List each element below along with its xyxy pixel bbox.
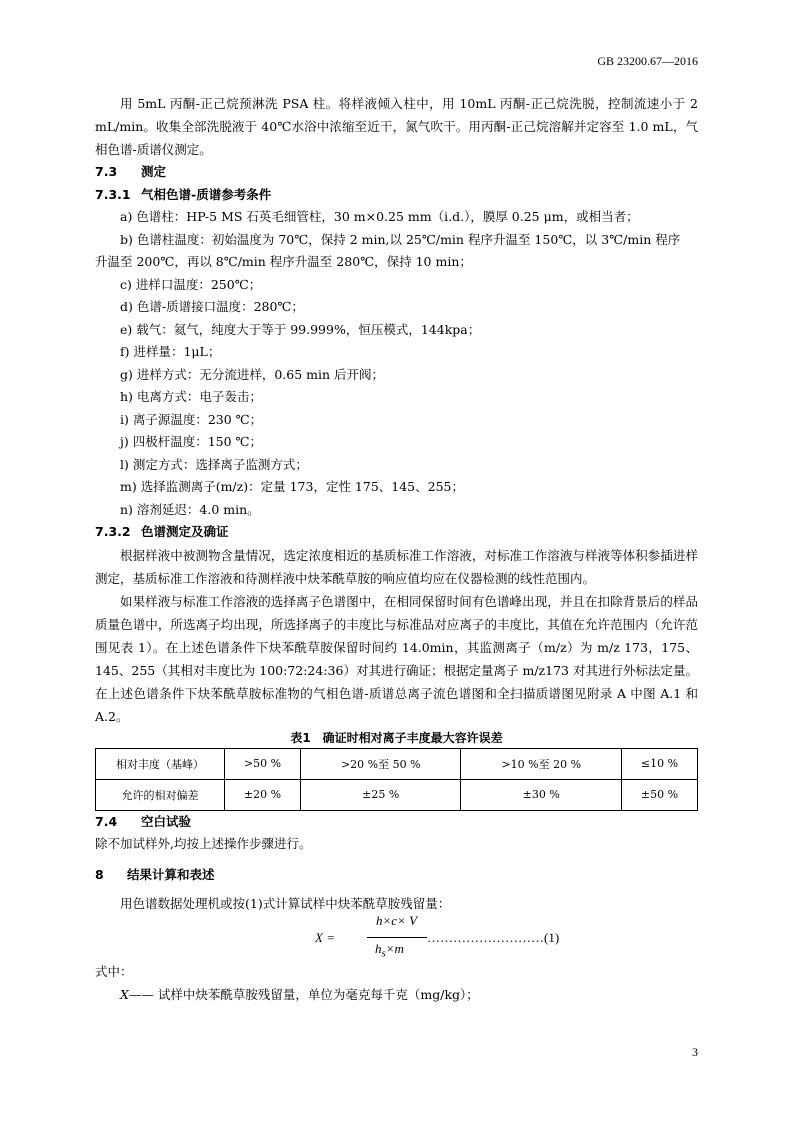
table-cell: 相对丰度（基峰） bbox=[96, 748, 225, 779]
condition-item: n) 溶剂延迟：4.0 min。 bbox=[120, 501, 260, 517]
heading-text: 色谱测定及确证 bbox=[141, 524, 229, 539]
abundance-tolerance-table bbox=[95, 748, 698, 811]
condition-item: a) 色谱柱：HP-5 MS 石英毛细管柱，30 m×0.25 mm（i.d.），膜厚 0.25 μm，或相当者； bbox=[120, 209, 639, 224]
fraction-bar bbox=[367, 937, 427, 938]
condition-item: h) 电离方式：电子轰击； bbox=[120, 389, 262, 404]
condition-item: g) 进样方式：无分流进样，0.65 min 后开阀； bbox=[120, 366, 385, 382]
document-body bbox=[95, 92, 698, 1006]
heading-text: 空白试验 bbox=[141, 813, 192, 829]
standard-number: GB 23200.67—2016 bbox=[597, 54, 698, 68]
table-cell: ≤10 % bbox=[621, 748, 697, 779]
condition-item: c) 进样口温度：250℃； bbox=[120, 276, 262, 292]
heading-number: 7.3.1 bbox=[95, 186, 131, 202]
table-cell: >10 %至 20 % bbox=[461, 748, 621, 779]
heading-7-3 bbox=[95, 161, 698, 184]
condition-item: f) 进样量：1μL； bbox=[120, 344, 221, 359]
paragraph-linear-range: 根据样液中被测物含量情况，选定浓度相近的基质标准工作溶液，对标准工作溶液与样液等体积参插进样测定，基质标准工作溶液和待测样液中炔苯酰草胺的响应值均应在仪器检测的线性范围内。 bbox=[95, 547, 698, 586]
variable-description: 试样中炔苯酰草胺残留量，单位为毫克每千克（mg/kg）； bbox=[153, 986, 479, 1002]
paragraph-confirmation: 如果样液与标准工作溶液的选择离子色谱图中，在相同保留时间有色谱峰出现，并且在扣除背景后的样品质量色谱中，所选离子均出现，所选择离子的丰度比与标准品对应离子的丰度比，其值在允许范围内（允许范围见表 1）。在上述色谱条件下炔苯酰草胺保留时间约 14.0min，其监测离子（m/z）为 m/z 173，175、145、255（其相对丰度比为 100:72:24:36）对其进行确证；根据定量离子 m/z173 对其进行外标法定量。在上述色谱条件下炔苯酰草胺标准物的气相色谱-质谱总离子流色谱图和全扫描质谱图见附录 A 中图 A.1 和 A.2。 bbox=[95, 593, 698, 724]
page-number: 3 bbox=[692, 1045, 698, 1059]
heading-text: 气相色谱-质谱参考条件 bbox=[141, 186, 272, 202]
table-cell: ±50 % bbox=[621, 779, 697, 810]
condition-item: j) 四极杆温度：150 ℃； bbox=[120, 434, 263, 449]
heading-number: 7.3.2 bbox=[95, 524, 131, 539]
condition-item: b) 色谱柱温度：初始温度为 70℃，保持 2 min,以 25℃/min 程序升温至 150℃，以 3℃/min 程序 bbox=[120, 231, 681, 247]
table-cell: >20 %至 50 % bbox=[301, 748, 461, 779]
heading-number: 7.3 bbox=[95, 164, 118, 179]
condition-item: d) 色谱-质谱接口温度：280℃； bbox=[120, 299, 304, 314]
condition-item: e) 载气：氦气，纯度大于等于 99.999%，恒压模式，144kpa； bbox=[120, 321, 481, 337]
heading-number: 8 bbox=[95, 866, 104, 882]
heading-8 bbox=[95, 864, 698, 887]
condition-item-continued: 升温至 200℃，再以 8℃/min 程序升温至 280℃，保持 10 min； bbox=[95, 254, 472, 269]
formula-1 bbox=[95, 913, 698, 960]
table-row bbox=[96, 779, 698, 810]
variable-symbol: X—— bbox=[120, 986, 154, 1002]
formula-number: ………………………(1) bbox=[427, 930, 560, 945]
table-cell: ±25 % bbox=[301, 779, 461, 810]
variable-definition bbox=[95, 984, 698, 1007]
condition-item: l) 测定方式：选择离子监测方式； bbox=[120, 456, 308, 472]
heading-text: 结果计算和表述 bbox=[127, 866, 215, 882]
formula-numerator: h×c× V bbox=[376, 913, 418, 928]
table-cell: 允许的相对偏差 bbox=[96, 779, 225, 810]
heading-number: 7.4 bbox=[95, 813, 118, 829]
table-cell: ±30 % bbox=[461, 779, 621, 810]
heading-7-4 bbox=[95, 811, 698, 834]
heading-7-3-1 bbox=[95, 184, 698, 207]
heading-7-3-2 bbox=[95, 521, 698, 544]
heading-text: 测定 bbox=[141, 164, 167, 179]
paragraph-calculation: 用色谱数据处理机或按(1)式计算试样中炔苯酰草胺残留量： bbox=[120, 896, 451, 911]
paragraph-where: 式中： bbox=[95, 964, 133, 979]
denominator-subscript: s bbox=[381, 947, 386, 960]
formula-denominator bbox=[375, 941, 404, 960]
table-row bbox=[96, 748, 698, 779]
table-cell: >50 % bbox=[225, 748, 301, 779]
table-caption: 表1 确证时相对离子丰度最大容许误差 bbox=[290, 730, 503, 745]
denominator-h: h bbox=[375, 941, 382, 956]
table-cell: ±20 % bbox=[225, 779, 301, 810]
condition-item: i) 离子源温度：230 ℃； bbox=[120, 411, 263, 427]
denominator-rest: ×m bbox=[385, 941, 404, 956]
paragraph-cleanup: 用 5mL 丙酮-正己烷预淋洗 PSA 柱。将样液倾入柱中，用 10mL 丙酮-正己烷洗脱，控制流速小于 2 mL/min。收集全部洗脱液于 40℃水浴中浓缩至近干，氮气吹干。用丙酮-正己烷溶解并定容至 1.0 mL，气相色谱-质谱仪测定。 bbox=[95, 96, 698, 157]
formula-lhs: X = bbox=[315, 930, 335, 945]
condition-item: m) 选择监测离子(m/z)：定量 173，定性 175、145、255； bbox=[120, 479, 464, 494]
paragraph-blank-test: 除不加试样外,均按上述操作步骤进行。 bbox=[95, 836, 312, 851]
